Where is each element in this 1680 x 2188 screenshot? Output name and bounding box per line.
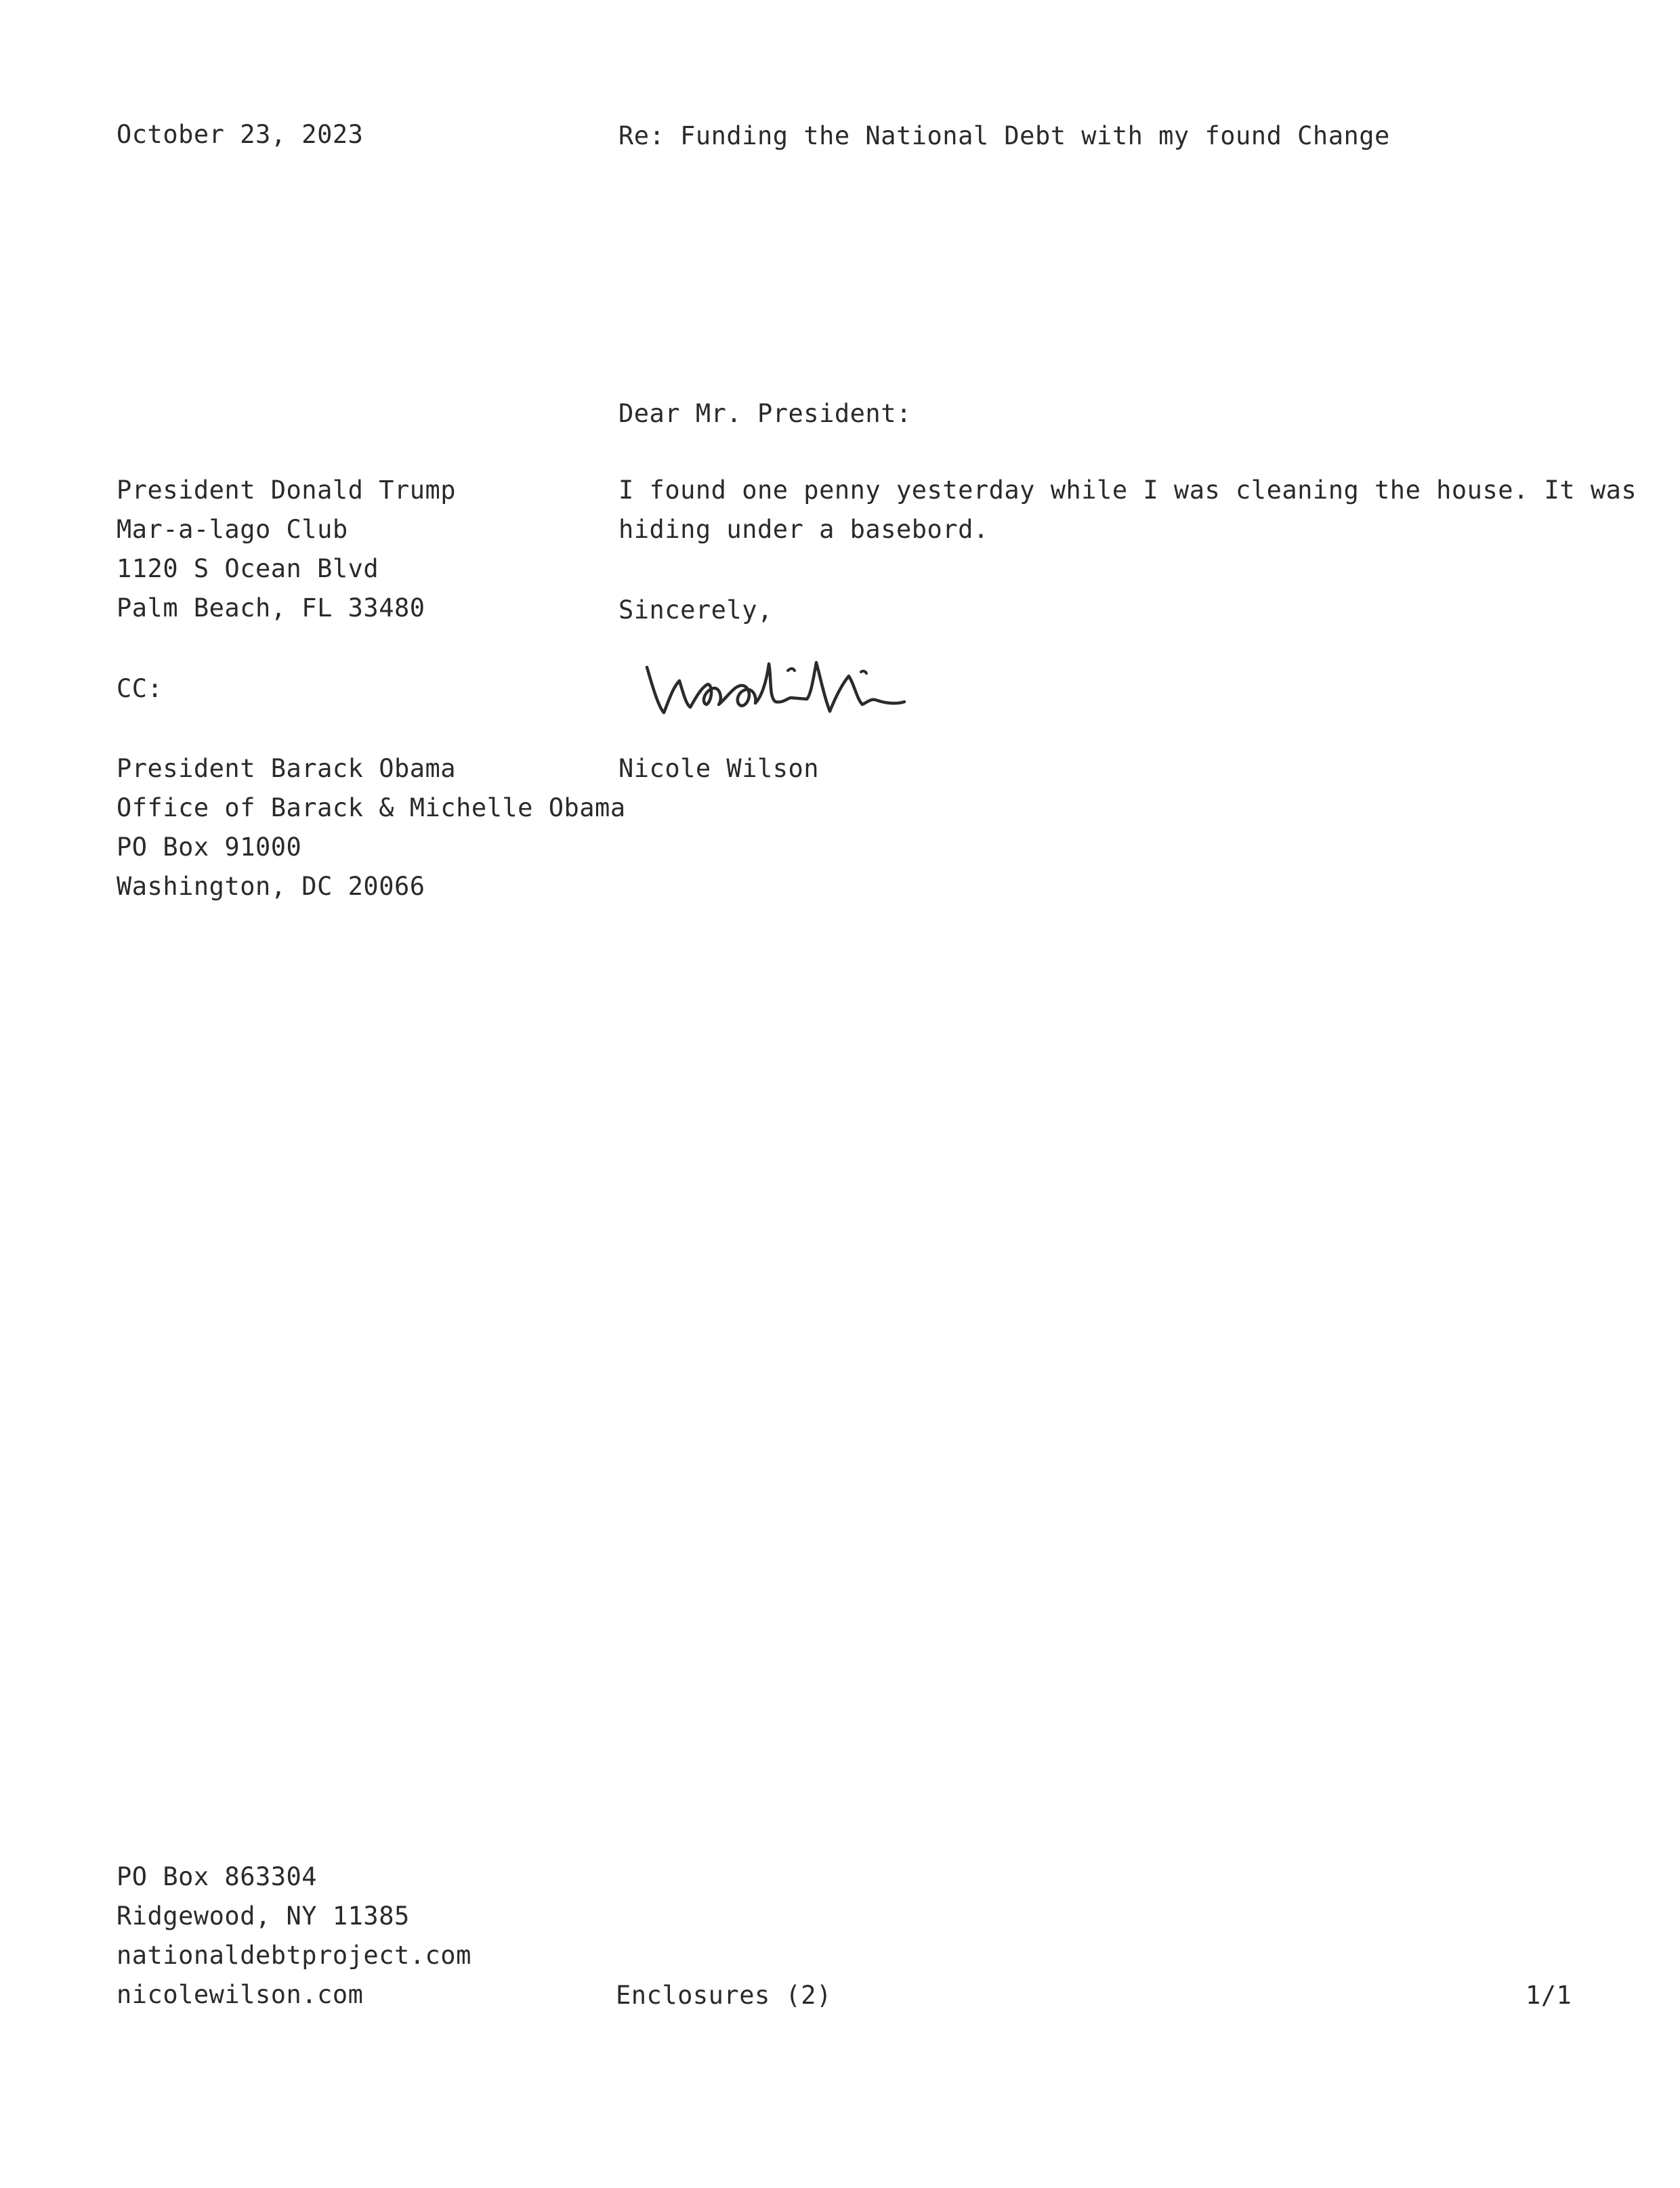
recipient-address (117, 471, 456, 628)
subject-line: Re: Funding the National Debt with my found Change (618, 121, 1390, 150)
cc-line: Office of Barack & Michelle Obama (117, 793, 626, 822)
recipient-line: President Donald Trump (117, 476, 457, 505)
recipient-line: Palm Beach, FL 33480 (117, 593, 425, 623)
sender-address (117, 1857, 471, 2015)
page-number: 1/1 (1526, 1981, 1572, 2010)
cc-address (117, 749, 626, 906)
body-line: hiding under a basebord. (618, 515, 989, 544)
letter-body (618, 471, 1637, 549)
cc-line: Washington, DC 20066 (117, 872, 425, 901)
recipient-line: Mar-a-lago Club (117, 515, 348, 544)
salutation: Dear Mr. President: (618, 399, 912, 428)
handwritten-signature (633, 637, 999, 738)
sender-line: PO Box 863304 (117, 1862, 318, 1891)
signature-name: Nicole Wilson (618, 754, 820, 783)
sender-line: Ridgewood, NY 11385 (117, 1901, 410, 1931)
cc-label: CC: (117, 674, 163, 703)
body-line: I found one penny yesterday while I was cleaning the house. It was (618, 476, 1637, 505)
sender-line: nicolewilson.com (117, 1980, 364, 2009)
enclosures-note: Enclosures (2) (616, 1981, 832, 2010)
sender-line: nationaldebtproject.com (117, 1941, 471, 1970)
letter-date: October 23, 2023 (117, 120, 364, 149)
closing: Sincerely, (618, 595, 773, 625)
cc-line: President Barack Obama (117, 754, 457, 783)
recipient-line: 1120 S Ocean Blvd (117, 554, 379, 583)
cc-line: PO Box 91000 (117, 833, 302, 862)
